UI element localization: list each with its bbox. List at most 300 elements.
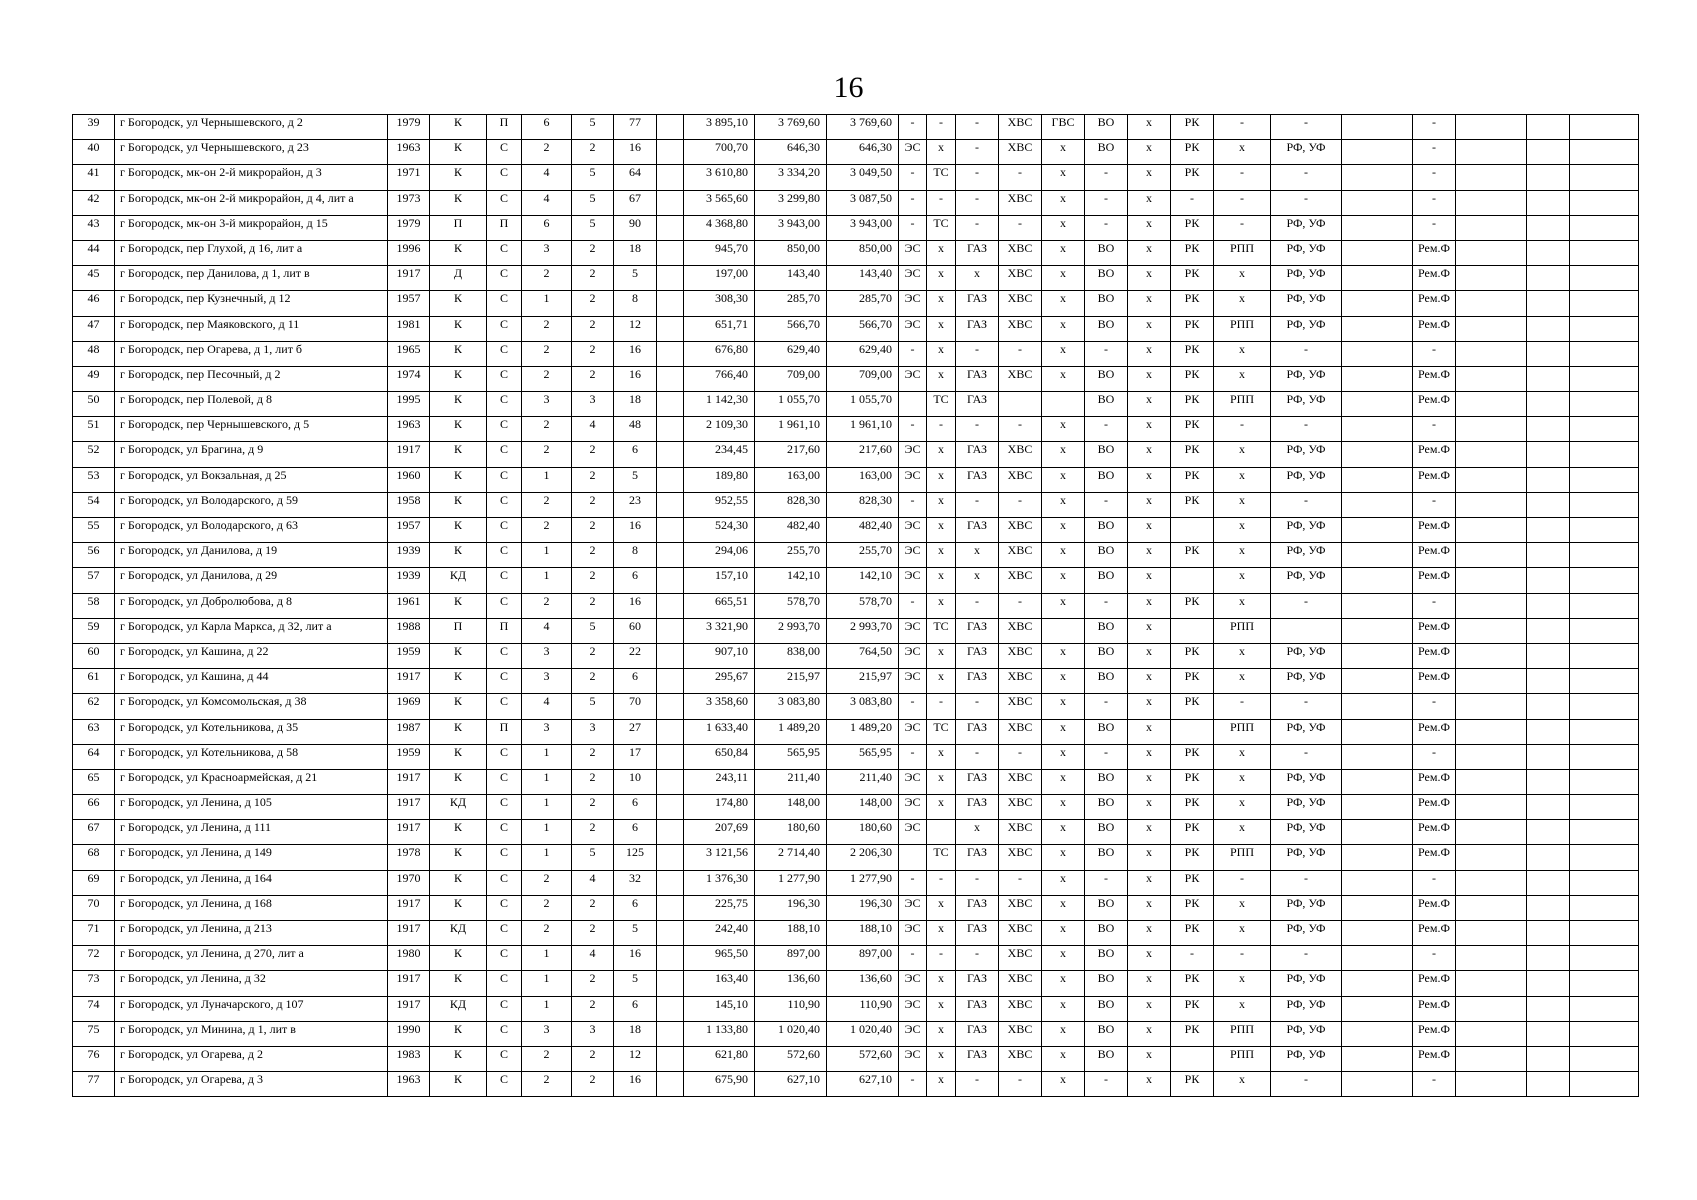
table-row <box>73 366 1639 391</box>
table-cell: 3 087,50 <box>827 190 899 215</box>
table-cell: 3 083,80 <box>755 694 827 719</box>
table-cell: х <box>1042 518 1085 543</box>
table-cell: С <box>487 568 522 593</box>
table-cell <box>1527 518 1570 543</box>
table-cell: К <box>430 895 487 920</box>
table-cell: 188,10 <box>755 921 827 946</box>
table-cell: - <box>1413 1072 1456 1097</box>
table-cell: - <box>1171 946 1214 971</box>
table-cell: х <box>1128 266 1171 291</box>
table-cell <box>1527 165 1570 190</box>
table-cell: К <box>430 643 487 668</box>
table-cell <box>1342 240 1413 265</box>
table-cell: РК <box>1171 240 1214 265</box>
table-cell: 6 <box>614 568 657 593</box>
table-cell: 2 <box>572 492 614 517</box>
table-cell <box>1456 618 1527 643</box>
table-cell: 3 <box>572 719 614 744</box>
table-cell: 294,06 <box>684 543 755 568</box>
table-cell: РФ, УФ <box>1271 643 1342 668</box>
table-row <box>73 744 1639 769</box>
table-cell: 2 <box>522 492 572 517</box>
table-cell: 3 <box>522 669 572 694</box>
table-cell: С <box>487 1072 522 1097</box>
table-cell <box>1271 618 1342 643</box>
table-cell: 136,60 <box>755 971 827 996</box>
table-cell: Рем.Ф <box>1413 820 1456 845</box>
table-cell: ЭС <box>899 518 927 543</box>
table-cell: К <box>430 744 487 769</box>
table-cell <box>1171 1046 1214 1071</box>
address-cell: г Богородск, ул Кашина, д 44 <box>115 669 388 694</box>
table-cell: 2 <box>572 291 614 316</box>
table-cell: К <box>430 1046 487 1071</box>
table-cell: ХВС <box>999 643 1042 668</box>
table-cell: - <box>1271 190 1342 215</box>
table-cell: РПП <box>1214 1021 1271 1046</box>
table-cell: 2 <box>522 266 572 291</box>
table-cell <box>657 593 684 618</box>
table-cell: С <box>487 593 522 618</box>
table-cell: х <box>1214 568 1271 593</box>
table-cell: Рем.Ф <box>1413 719 1456 744</box>
table-cell: х <box>1042 820 1085 845</box>
table-cell <box>1570 442 1639 467</box>
table-cell: КД <box>430 921 487 946</box>
table-cell <box>1570 795 1639 820</box>
table-cell: 16 <box>614 593 657 618</box>
table-cell: ХВС <box>999 996 1042 1021</box>
table-cell: х <box>1128 442 1171 467</box>
table-cell: С <box>487 392 522 417</box>
table-cell <box>1527 417 1570 442</box>
table-cell: - <box>956 190 999 215</box>
table-cell: РФ, УФ <box>1271 1046 1342 1071</box>
table-cell: 1 <box>522 845 572 870</box>
table-cell: С <box>487 140 522 165</box>
table-cell: 71 <box>73 921 115 946</box>
table-cell: 482,40 <box>755 518 827 543</box>
table-cell <box>1456 518 1527 543</box>
table-cell: ЭС <box>899 568 927 593</box>
table-cell: 850,00 <box>755 240 827 265</box>
table-cell: 64 <box>73 744 115 769</box>
table-cell: 572,60 <box>827 1046 899 1071</box>
table-cell <box>1456 341 1527 366</box>
table-cell: 1995 <box>388 392 430 417</box>
table-cell: 1939 <box>388 568 430 593</box>
table-cell: ЭС <box>899 719 927 744</box>
table-cell: С <box>487 795 522 820</box>
table-cell: 3 121,56 <box>684 845 755 870</box>
table-cell: ЭС <box>899 643 927 668</box>
table-cell <box>657 215 684 240</box>
table-cell: К <box>430 442 487 467</box>
table-cell <box>1527 996 1570 1021</box>
table-cell <box>1527 115 1570 140</box>
table-cell: РК <box>1171 115 1214 140</box>
table-cell: ГАЗ <box>956 895 999 920</box>
table-cell: ХВС <box>999 845 1042 870</box>
address-cell: г Богородск, ул Володарского, д 59 <box>115 492 388 517</box>
address-cell: г Богородск, ул Ленина, д 32 <box>115 971 388 996</box>
table-cell <box>1570 1021 1639 1046</box>
table-cell: 255,70 <box>755 543 827 568</box>
table-row <box>73 769 1639 794</box>
table-cell: 5 <box>614 921 657 946</box>
table-cell: ВО <box>1085 946 1128 971</box>
table-cell: - <box>899 165 927 190</box>
table-cell <box>1527 366 1570 391</box>
table-cell: ГАЗ <box>956 719 999 744</box>
table-cell <box>1527 240 1570 265</box>
table-cell: ХВС <box>999 543 1042 568</box>
table-cell: РК <box>1171 669 1214 694</box>
table-cell <box>657 417 684 442</box>
address-cell: г Богородск, ул Ленина, д 111 <box>115 820 388 845</box>
table-cell: РФ, УФ <box>1271 140 1342 165</box>
table-cell <box>1527 946 1570 971</box>
table-cell <box>1527 1072 1570 1097</box>
table-row <box>73 316 1639 341</box>
table-cell: РФ, УФ <box>1271 215 1342 240</box>
table-cell: Рем.Ф <box>1413 996 1456 1021</box>
table-cell: 217,60 <box>827 442 899 467</box>
table-cell: 6 <box>522 215 572 240</box>
table-cell: х <box>927 140 956 165</box>
table-cell: ХВС <box>999 946 1042 971</box>
table-cell: ЭС <box>899 316 927 341</box>
table-cell <box>1171 568 1214 593</box>
table-cell: РПП <box>1214 618 1271 643</box>
table-cell: 1980 <box>388 946 430 971</box>
table-cell: - <box>956 417 999 442</box>
table-cell: х <box>927 467 956 492</box>
table-cell <box>1342 492 1413 517</box>
table-cell <box>1342 669 1413 694</box>
address-cell: г Богородск, пер Маяковского, д 11 <box>115 316 388 341</box>
table-row <box>73 719 1639 744</box>
table-cell: х <box>927 669 956 694</box>
table-cell: х <box>1128 1072 1171 1097</box>
table-cell: 60 <box>614 618 657 643</box>
table-cell: ХВС <box>999 921 1042 946</box>
table-cell: - <box>1413 165 1456 190</box>
table-cell: К <box>430 140 487 165</box>
address-cell: г Богородск, мк-он 3-й микрорайон, д 15 <box>115 215 388 240</box>
table-cell: 650,84 <box>684 744 755 769</box>
table-cell: Д <box>430 266 487 291</box>
table-cell: РПП <box>1214 392 1271 417</box>
table-cell: х <box>956 266 999 291</box>
table-cell <box>657 643 684 668</box>
table-cell: - <box>956 1072 999 1097</box>
table-cell <box>657 694 684 719</box>
table-cell: ВО <box>1085 895 1128 920</box>
table-row <box>73 895 1639 920</box>
table-cell: РК <box>1171 845 1214 870</box>
table-cell: ВО <box>1085 618 1128 643</box>
table-cell: ГАЗ <box>956 442 999 467</box>
table-cell <box>657 1046 684 1071</box>
table-cell: ГАЗ <box>956 618 999 643</box>
table-cell: ЭС <box>899 1046 927 1071</box>
table-cell: х <box>1128 316 1171 341</box>
table-cell: 646,30 <box>755 140 827 165</box>
table-cell <box>1456 442 1527 467</box>
table-cell: ВО <box>1085 115 1128 140</box>
table-row <box>73 190 1639 215</box>
table-cell: 157,10 <box>684 568 755 593</box>
table-cell: 5 <box>572 215 614 240</box>
table-cell: 215,97 <box>827 669 899 694</box>
table-cell: 2 <box>522 870 572 895</box>
table-cell: 1917 <box>388 996 430 1021</box>
table-cell: 2 <box>572 820 614 845</box>
table-row <box>73 266 1639 291</box>
table-cell: С <box>487 417 522 442</box>
table-cell <box>657 291 684 316</box>
table-cell: - <box>899 1072 927 1097</box>
table-cell: ВО <box>1085 366 1128 391</box>
table-cell: х <box>1042 165 1085 190</box>
table-cell: - <box>956 115 999 140</box>
address-cell: г Богородск, ул Ленина, д 270, лит а <box>115 946 388 971</box>
table-row <box>73 971 1639 996</box>
table-cell: С <box>487 744 522 769</box>
table-cell: х <box>1214 442 1271 467</box>
table-cell: х <box>927 744 956 769</box>
table-cell: - <box>1085 593 1128 618</box>
table-cell: ХВС <box>999 568 1042 593</box>
table-cell: Рем.Ф <box>1413 1046 1456 1071</box>
table-cell: 2 <box>572 744 614 769</box>
table-cell <box>1527 870 1570 895</box>
table-cell: ВО <box>1085 643 1128 668</box>
table-cell: ЭС <box>899 795 927 820</box>
table-cell: 1 961,10 <box>827 417 899 442</box>
table-cell: х <box>1214 971 1271 996</box>
table-cell: 2 <box>572 921 614 946</box>
table-cell: Рем.Ф <box>1413 669 1456 694</box>
table-cell: С <box>487 341 522 366</box>
address-cell: г Богородск, ул Чернышевского, д 23 <box>115 140 388 165</box>
table-cell: 1971 <box>388 165 430 190</box>
table-row <box>73 643 1639 668</box>
table-cell: 3 769,60 <box>755 115 827 140</box>
table-cell <box>1456 719 1527 744</box>
table-cell: ВО <box>1085 971 1128 996</box>
table-cell: 18 <box>614 392 657 417</box>
table-cell <box>1570 417 1639 442</box>
table-cell: х <box>956 568 999 593</box>
table-cell: х <box>1214 744 1271 769</box>
table-cell: П <box>487 115 522 140</box>
table-cell <box>657 769 684 794</box>
table-cell: ЭС <box>899 971 927 996</box>
table-cell: х <box>1128 115 1171 140</box>
table-cell: ВО <box>1085 669 1128 694</box>
table-cell: ХВС <box>999 618 1042 643</box>
table-cell <box>1527 543 1570 568</box>
table-cell <box>1342 870 1413 895</box>
table-cell: 69 <box>73 870 115 895</box>
table-cell: х <box>927 291 956 316</box>
table-row <box>73 1021 1639 1046</box>
table-cell: 70 <box>73 895 115 920</box>
table-cell: х <box>1042 1021 1085 1046</box>
table-cell: РК <box>1171 744 1214 769</box>
table-cell: РК <box>1171 366 1214 391</box>
table-cell: 1969 <box>388 694 430 719</box>
table-cell: х <box>1042 795 1085 820</box>
table-cell: 2 <box>522 316 572 341</box>
table-cell <box>1342 996 1413 1021</box>
table-cell: 3 <box>572 1021 614 1046</box>
table-cell: 1959 <box>388 744 430 769</box>
table-cell: х <box>1128 643 1171 668</box>
table-cell: 163,00 <box>827 467 899 492</box>
table-cell: х <box>1214 643 1271 668</box>
table-cell: 3 299,80 <box>755 190 827 215</box>
table-cell <box>1456 165 1527 190</box>
table-cell: РФ, УФ <box>1271 568 1342 593</box>
table-cell: 1 277,90 <box>827 870 899 895</box>
page-number: 16 <box>833 71 864 104</box>
table-cell: 53 <box>73 467 115 492</box>
table-cell: х <box>1042 669 1085 694</box>
table-cell: 73 <box>73 971 115 996</box>
table-cell: ХВС <box>999 518 1042 543</box>
table-cell: ХВС <box>999 467 1042 492</box>
table-cell: ГАЗ <box>956 1021 999 1046</box>
table-cell: С <box>487 694 522 719</box>
address-cell: г Богородск, ул Ленина, д 105 <box>115 795 388 820</box>
table-cell: ЭС <box>899 366 927 391</box>
table-cell: С <box>487 769 522 794</box>
table-cell <box>1342 568 1413 593</box>
table-cell: 18 <box>614 1021 657 1046</box>
address-cell: г Богородск, мк-он 2-й микрорайон, д 4, лит а <box>115 190 388 215</box>
table-row <box>73 845 1639 870</box>
table-cell: П <box>487 719 522 744</box>
table-cell: х <box>1042 921 1085 946</box>
table-cell <box>1456 996 1527 1021</box>
table-cell: - <box>927 870 956 895</box>
table-cell: х <box>1128 568 1171 593</box>
table-cell: - <box>1271 1072 1342 1097</box>
table-cell: С <box>487 820 522 845</box>
address-cell: г Богородск, ул Ленина, д 213 <box>115 921 388 946</box>
table-cell <box>1570 316 1639 341</box>
table-cell <box>1171 518 1214 543</box>
table-cell: ХВС <box>999 316 1042 341</box>
table-cell: - <box>1413 417 1456 442</box>
table-cell <box>1342 115 1413 140</box>
table-cell: х <box>1128 1021 1171 1046</box>
table-cell: - <box>956 341 999 366</box>
table-cell: - <box>899 115 927 140</box>
table-cell: - <box>999 417 1042 442</box>
table-cell: ХВС <box>999 1021 1042 1046</box>
table-row <box>73 1046 1639 1071</box>
table-cell: 2 <box>522 366 572 391</box>
table-cell <box>1042 618 1085 643</box>
table-cell: х <box>1042 593 1085 618</box>
table-cell: 629,40 <box>827 341 899 366</box>
table-cell: 3 943,00 <box>827 215 899 240</box>
table-cell: 2 <box>572 568 614 593</box>
table-cell <box>1456 1046 1527 1071</box>
table-cell: 5 <box>614 266 657 291</box>
table-cell <box>1342 971 1413 996</box>
table-cell: К <box>430 820 487 845</box>
table-cell <box>1570 1072 1639 1097</box>
table-cell: ТС <box>927 719 956 744</box>
table-cell: 68 <box>73 845 115 870</box>
table-cell: РК <box>1171 694 1214 719</box>
table-cell: РФ, УФ <box>1271 971 1342 996</box>
table-cell: - <box>999 870 1042 895</box>
table-cell: х <box>1128 215 1171 240</box>
table-cell: х <box>927 895 956 920</box>
table-cell <box>1527 341 1570 366</box>
table-cell: 5 <box>572 190 614 215</box>
table-cell <box>1570 543 1639 568</box>
table-cell: ВО <box>1085 266 1128 291</box>
table-cell: х <box>1042 543 1085 568</box>
table-cell: 2 <box>522 1046 572 1071</box>
table-cell <box>1342 946 1413 971</box>
table-cell: РК <box>1171 1021 1214 1046</box>
table-cell: х <box>927 568 956 593</box>
table-cell <box>1570 190 1639 215</box>
table-cell: х <box>1128 593 1171 618</box>
table-cell: 621,80 <box>684 1046 755 1071</box>
table-cell: х <box>1214 593 1271 618</box>
table-cell: 72 <box>73 946 115 971</box>
table-cell: - <box>999 341 1042 366</box>
table-cell <box>1342 1072 1413 1097</box>
table-cell: 5 <box>614 971 657 996</box>
table-cell <box>1570 744 1639 769</box>
table-cell: С <box>487 316 522 341</box>
table-cell: х <box>1128 921 1171 946</box>
table-cell: ЭС <box>899 543 927 568</box>
table-cell: 1987 <box>388 719 430 744</box>
table-cell <box>1456 215 1527 240</box>
table-cell: 77 <box>614 115 657 140</box>
table-cell: 1996 <box>388 240 430 265</box>
table-cell: 44 <box>73 240 115 265</box>
table-cell: К <box>430 467 487 492</box>
table-cell: С <box>487 266 522 291</box>
table-cell: - <box>1413 341 1456 366</box>
table-cell: х <box>1042 694 1085 719</box>
table-cell <box>1527 467 1570 492</box>
table-cell: 1959 <box>388 643 430 668</box>
table-cell: ВО <box>1085 1021 1128 1046</box>
table-cell: 12 <box>614 316 657 341</box>
table-cell: 55 <box>73 518 115 543</box>
table-cell: - <box>899 694 927 719</box>
table-cell: - <box>1214 694 1271 719</box>
table-cell <box>657 971 684 996</box>
table-cell: 1 <box>522 543 572 568</box>
table-cell <box>1527 769 1570 794</box>
table-cell <box>1456 1072 1527 1097</box>
table-cell: 225,75 <box>684 895 755 920</box>
